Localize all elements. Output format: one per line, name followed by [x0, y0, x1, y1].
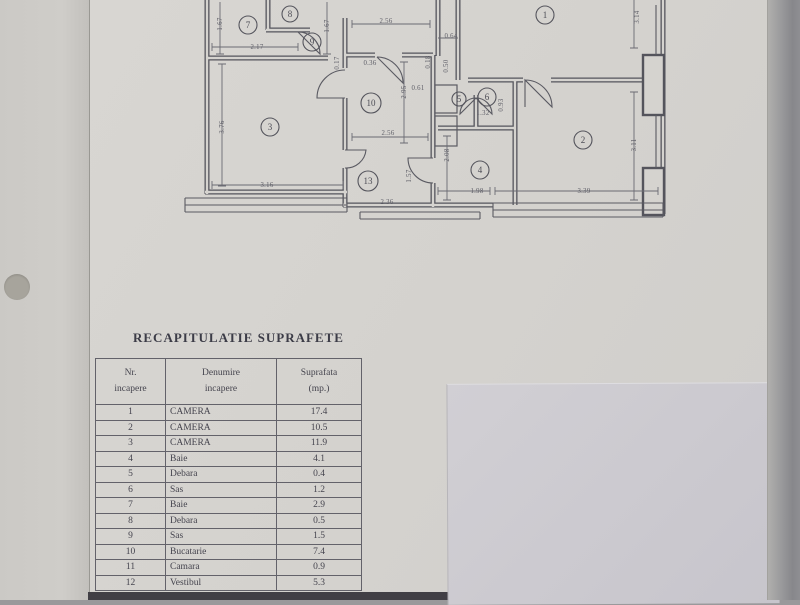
cell-suprafata: 11.9: [277, 436, 362, 452]
hole-punch-mark: [4, 274, 30, 300]
cell-denumire: CAMERA: [166, 405, 277, 421]
cell-suprafata: 2.9: [277, 498, 362, 514]
cell-suprafata: 7.4: [277, 544, 362, 560]
cell-nr: 12: [96, 575, 166, 591]
dimension-label: 2.56: [381, 130, 395, 137]
floor-plan: [180, 0, 680, 235]
cell-suprafata: 1.5: [277, 529, 362, 545]
cell-suprafata: 4.1: [277, 451, 362, 467]
cell-nr: 4: [96, 451, 166, 467]
dimension-label: 0.50: [443, 59, 450, 73]
cell-denumire: CAMERA: [166, 420, 277, 436]
cell-nr: 8: [96, 513, 166, 529]
header-denumire: Denumire incapere: [166, 359, 277, 405]
covering-blank-sheet: [446, 382, 779, 605]
cell-nr: 7: [96, 498, 166, 514]
room-number-label: 7: [245, 20, 251, 30]
dimension-label: 2.08: [444, 148, 451, 162]
room-number-label: 10: [366, 98, 376, 108]
wall-pillar: [643, 55, 664, 115]
cell-suprafata: 17.4: [277, 405, 362, 421]
table-row: [96, 513, 362, 529]
cell-suprafata: 10.5: [277, 420, 362, 436]
room-number-label: 1: [542, 10, 548, 20]
cell-suprafata: 0.9: [277, 560, 362, 576]
cell-denumire: CAMERA: [166, 436, 277, 452]
dimension-label: 0.61: [411, 85, 425, 92]
table-row: [96, 436, 362, 452]
table-row: [96, 451, 362, 467]
room-number-label: 8: [287, 9, 293, 19]
dimension-label: 1.67: [324, 19, 331, 33]
left-paper-strip: [0, 0, 90, 600]
dimension-label: 0.93: [498, 98, 505, 112]
cell-denumire: Vestibul: [166, 575, 277, 591]
cell-nr: 3: [96, 436, 166, 452]
dimension-label: 0.64: [444, 33, 458, 40]
cell-nr: 11: [96, 560, 166, 576]
dimension-label: 1.98: [470, 188, 484, 195]
room-number-label: 13: [363, 176, 373, 186]
plan-dimension-labels: [217, 10, 641, 206]
cell-suprafata: 1.2: [277, 482, 362, 498]
dimension-label: 2.56: [379, 18, 393, 25]
room-number-label: 5: [456, 94, 462, 104]
room-number-label: 9: [309, 37, 315, 47]
surface-recap-table: [95, 358, 362, 591]
closet-box: [435, 85, 457, 113]
header-nr: Nr. incapere: [96, 359, 166, 405]
dimension-label: 3.39: [577, 188, 591, 195]
cell-nr: 5: [96, 467, 166, 483]
dimension-label: 0.36: [363, 60, 377, 67]
room-number-label: 3: [267, 122, 273, 132]
room-number-label: 6: [484, 92, 490, 102]
page-title: RECAPITULATIE SUPRAFETE: [133, 330, 344, 345]
table-surface-backdrop: [767, 0, 800, 600]
cell-suprafata: 5.3: [277, 575, 362, 591]
table-row: [96, 420, 362, 436]
table-row: [96, 575, 362, 591]
dimension-label: 2.95: [401, 85, 408, 99]
table-row: [96, 498, 362, 514]
dimension-label: 1.57: [406, 169, 413, 183]
dimension-label: 3.16: [260, 182, 274, 189]
table-row: [96, 405, 362, 421]
cell-nr: 2: [96, 420, 166, 436]
dimension-label: 3.11: [631, 138, 638, 152]
room-number-label: 2: [580, 135, 586, 145]
table-row: [96, 467, 362, 483]
cell-nr: 1: [96, 405, 166, 421]
cell-nr: 6: [96, 482, 166, 498]
dimension-label: 3.76: [219, 120, 226, 134]
plan-room-numbers: [239, 6, 592, 191]
room-number-label: 4: [477, 165, 483, 175]
dimension-label: 0.18: [425, 55, 432, 69]
cell-denumire: Camara: [166, 560, 277, 576]
cell-denumire: Sas: [166, 482, 277, 498]
header-suprafata: Suprafata (mp.): [277, 359, 362, 405]
cell-denumire: Baie: [166, 451, 277, 467]
dimension-label: 2.17: [250, 44, 264, 51]
cell-nr: 10: [96, 544, 166, 560]
cell-denumire: Debara: [166, 513, 277, 529]
cell-denumire: Sas: [166, 529, 277, 545]
dimension-label: 3.14: [634, 10, 641, 24]
bottom-dark-edge: [88, 592, 454, 600]
dimension-label: 2.36: [380, 199, 394, 206]
dimension-label: 1.32: [476, 110, 490, 117]
cell-suprafata: 0.5: [277, 513, 362, 529]
plan-walls: [205, 0, 663, 214]
table-row: [96, 529, 362, 545]
closet-box: [435, 116, 457, 146]
cell-denumire: Bucatarie: [166, 544, 277, 560]
plan-windows: [185, 5, 663, 219]
table-row: [96, 482, 362, 498]
table-row: [96, 544, 362, 560]
cell-denumire: Debara: [166, 467, 277, 483]
cell-nr: 9: [96, 529, 166, 545]
table-header-row: [96, 359, 362, 405]
cell-suprafata: 0.4: [277, 467, 362, 483]
wall-pillar: [643, 168, 664, 215]
dimension-label: 1.67: [217, 17, 224, 31]
dimension-label: 0.17: [334, 56, 341, 70]
cell-denumire: Baie: [166, 498, 277, 514]
table-row: [96, 560, 362, 576]
